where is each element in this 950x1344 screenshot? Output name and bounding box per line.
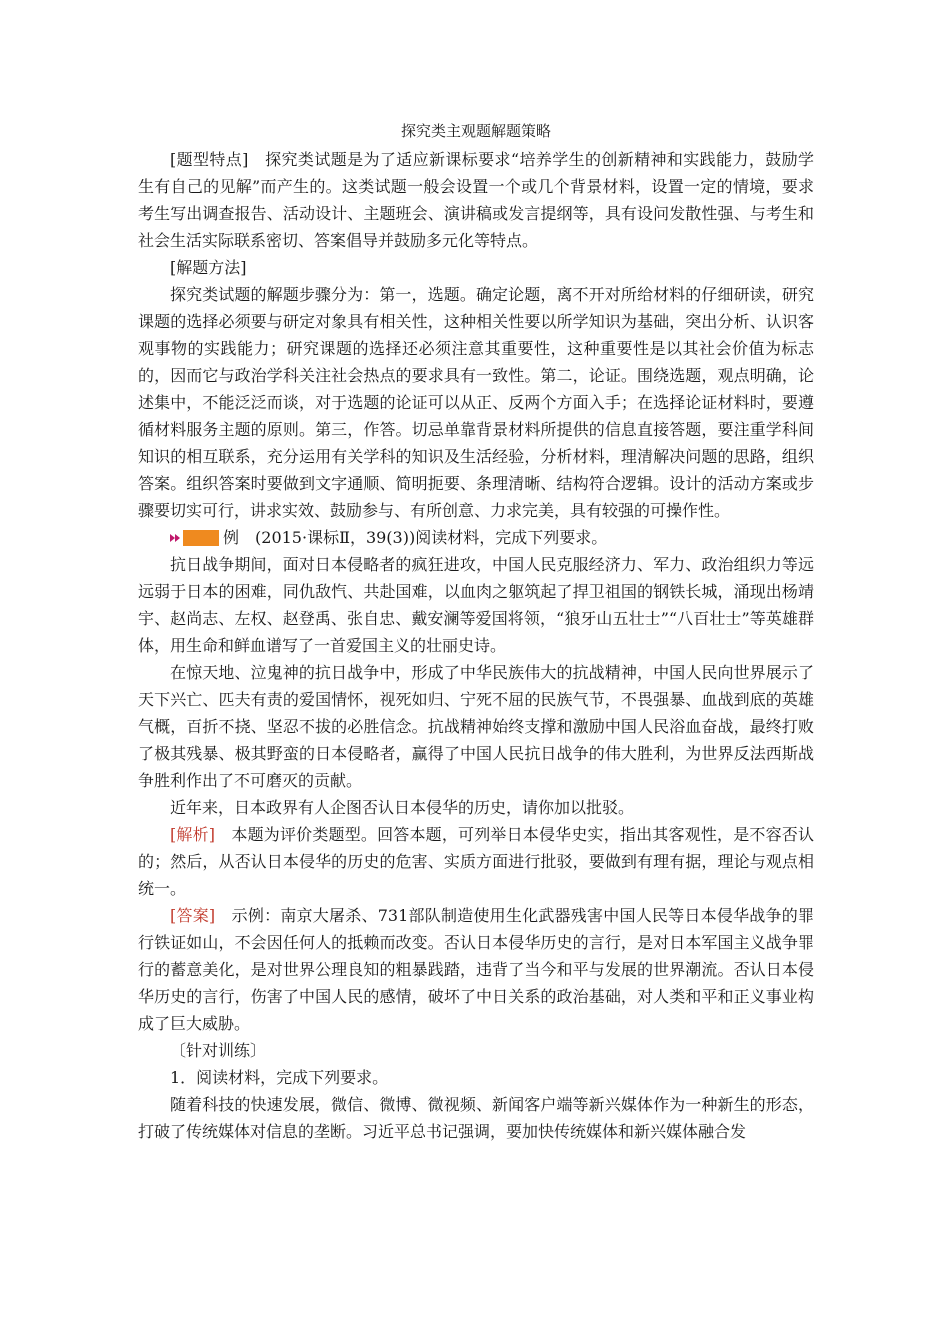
practice-material: 随着科技的快速发展，微信、微博、微视频、新闻客户端等新兴媒体作为一种新生的形态，打破了传统媒体对信息的垄断。习近平总书记强调，要加快传统媒体和新兴媒体融合发 — [138, 1095, 814, 1141]
method-text: 探究类试题的解题步骤分为：第一，选题。确定论题，离不开对所给材料的仔细研读，研究课题的选择必须要与研定对象具有相关性，这种相关性要以所学知识为基础，突出分析、认识客观事物的实践能力；研究课题的选择还必须注意其重要性，这种重要性是以其社会价值为标志的，因而它与政治学科关注社会热点的要求具有一致性。第二，论证。围绕选题，观点明确，论述集中，不能泛泛而谈，对于选题的论证可以从正、反两个方面入手；在选择论证材料时，要遵循材料服务主题的原则。第三，作答。切忌单靠背景材料所提供的信息直接答题，要注重学科间知识的相互联系，充分运用有关学科的知识及生活经验，分析材料，理清解决问题的思路，组织答案。组织答案时要做到文字通顺、简明扼要、条理清晰、结构符合逻辑。设计的活动方案或步骤要切实可行，讲求实效、鼓励参与、有所创意、力求完美，具有较强的可操作性。 — [138, 285, 814, 520]
features-paragraph — [138, 146, 814, 254]
answer-label: [答案] — [170, 906, 216, 925]
example-tag-icon — [183, 530, 219, 546]
page-title: 探究类主观题解题策略 — [400, 122, 551, 140]
analysis-text: 本题为评价类题型。回答本题，可列举日本侵华史实，指出其客观性，是不容否认的；然后，从否认日本侵华的历史的危害、实质方面进行批驳，要做到有理有据，理论与观点相统一。 — [138, 825, 814, 898]
example-heading — [138, 524, 814, 551]
features-text: 探究类试题是为了适应新课标要求“培养学生的创新精神和实践能力，鼓励学生有自己的见解”而产生的。这类试题一般会设置一个或几个背景材料，设置一定的情境，要求考生写出调查报告、活动设计、主题班会、演讲稿或发言提纲等，具有设问发散性强、与考生和社会生活实际联系密切、答案倡导并鼓励多元化等特点。 — [138, 150, 814, 250]
example-paragraph-2: 在惊天地、泣鬼神的抗日战争中，形成了中华民族伟大的抗战精神，中国人民向世界展示了天下兴亡、匹夫有责的爱国情怀，视死如归、宁死不屈的民族气节，不畏强暴、血战到底的英雄气概，百折不挠、坚忍不拔的必胜信念。抗战精神始终支撑和激励中国人民浴血奋战，最终打败了极其残暴、极其野蛮的日本侵略者，赢得了中国人民抗日战争的伟大胜利，为世界反法西斯战争胜利作出了不可磨灭的贡献。 — [138, 663, 814, 790]
example-question: 近年来，日本政界有人企图否认日本侵华的历史，请你加以批驳。 — [170, 798, 635, 817]
example-paragraph-1: 抗日战争期间，面对日本侵略者的疯狂进攻，中国人民克服经济力、军力、政治组织力等远远弱于日本的困难，同仇敌忾、共赴国难，以血肉之躯筑起了捍卫祖国的钢铁长城，涌现出杨靖宇、赵尚志、左权、赵登禹、张自忠、戴安澜等爱国将领，“狼牙山五壮士”“八百壮士”等英雄群体，用生命和鲜血谱写了一首爱国主义的壮丽史诗。 — [138, 555, 814, 655]
practice-question-1: 1．阅读材料，完成下列要求。 — [170, 1068, 389, 1087]
method-label: [解题方法] — [170, 258, 247, 277]
practice-label: 〔针对训练〕 — [170, 1041, 267, 1060]
example-label: 例 — [223, 528, 240, 547]
analysis-paragraph — [138, 821, 814, 902]
double-arrow-icon — [170, 532, 182, 544]
example-source: (2015·课标Ⅱ，39(3))阅读材料，完成下列要求。 — [255, 528, 608, 547]
features-label: [题型特点] — [170, 150, 249, 169]
document-page — [138, 120, 814, 1145]
answer-text: 示例：南京大屠杀、731部队制造使用生化武器残害中国人民等日本侵华战争的罪行铁证如山，不会因任何人的抵赖而改变。否认日本侵华历史的言行，是对日本军国主义战争罪行的蓄意美化，是对世界公理良知的粗暴践踏，违背了当今和平与发展的世界潮流。否认日本侵华历史的言行，伤害了中国人民的感情，破坏了中日关系的政治基础，对人类和平和正义事业构成了巨大威胁。 — [138, 906, 814, 1033]
answer-paragraph — [138, 902, 814, 1037]
analysis-label: [解析] — [170, 825, 216, 844]
